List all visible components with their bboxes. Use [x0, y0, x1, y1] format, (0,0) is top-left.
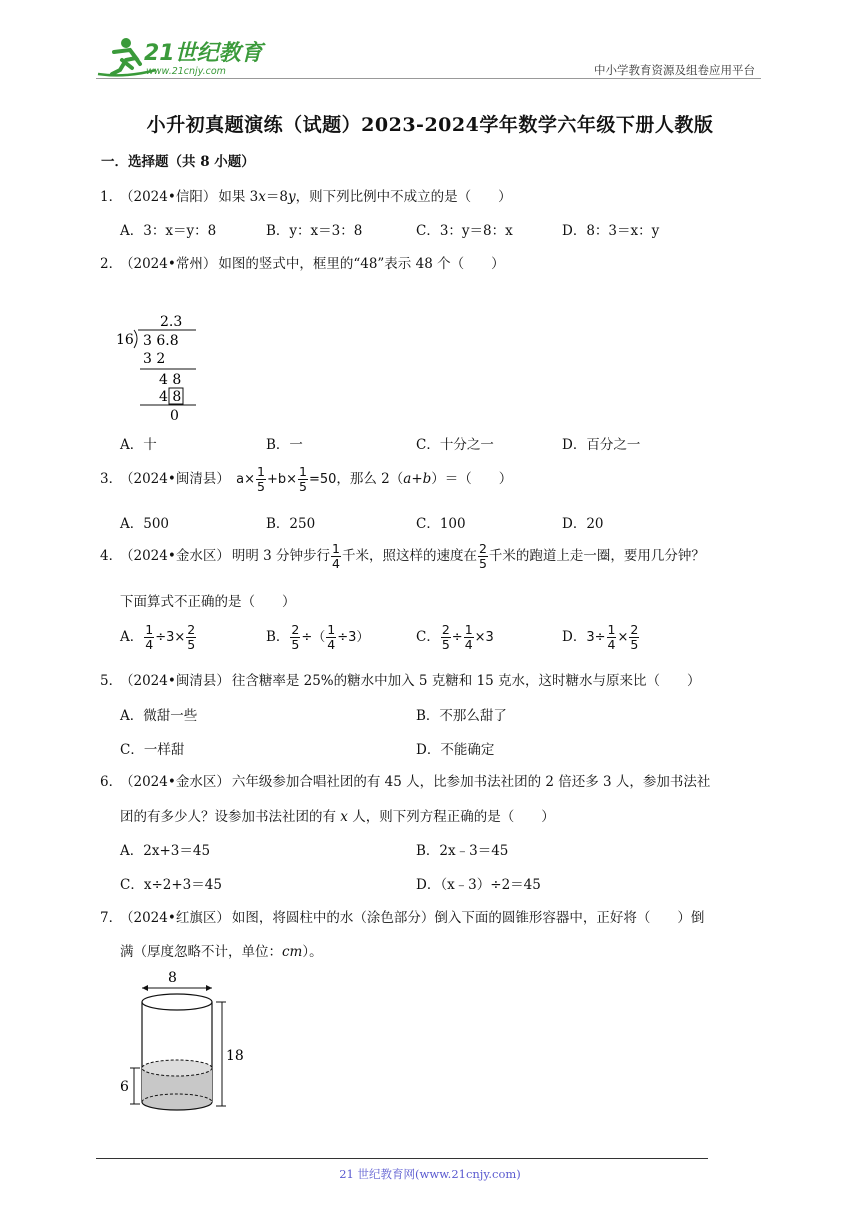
- denominator: 5: [256, 479, 265, 494]
- expr-part: a×: [236, 472, 255, 487]
- question-6-line-2: [120, 805, 555, 825]
- page-header: [96, 34, 761, 80]
- q3-option-b[interactable]: B．250: [266, 516, 316, 532]
- long-division-figure: [112, 308, 202, 426]
- q2-option-c[interactable]: C．十分之一: [416, 437, 494, 453]
- division-step-1: 3 2: [143, 351, 166, 367]
- q6-option-d[interactable]: D．（x﹣3）÷2＝45: [416, 877, 541, 893]
- division-step-3: 4 8: [159, 389, 182, 405]
- variable: x: [340, 809, 348, 825]
- q2-option-a[interactable]: A．十: [120, 437, 157, 453]
- question-number: 4．: [100, 548, 123, 564]
- question-7-line-2: [120, 940, 323, 960]
- fraction: [298, 463, 308, 494]
- question-3: [100, 462, 512, 497]
- q5-option-d[interactable]: D．不能确定: [416, 742, 495, 758]
- fraction: [331, 540, 341, 571]
- denominator: 4: [464, 637, 473, 652]
- numerator: 1: [327, 621, 336, 637]
- header-divider: [96, 78, 761, 79]
- denominator: 4: [145, 637, 154, 652]
- division-dividend: 3 6.8: [143, 333, 179, 349]
- q6-option-b[interactable]: B．2x﹣3＝45: [416, 843, 509, 859]
- cylinder-height-label: 18: [226, 1048, 244, 1064]
- question-5: [100, 669, 701, 689]
- q3-option-a[interactable]: A．500: [120, 516, 170, 532]
- cylinder-diameter-label: 8: [168, 970, 177, 986]
- division-step-2: 4 8: [159, 372, 182, 388]
- denominator: 4: [332, 556, 340, 571]
- fraction: [326, 621, 336, 652]
- variable: y: [287, 189, 296, 205]
- question-number: 7．: [100, 910, 123, 926]
- math-expression: [236, 463, 337, 494]
- question-source: （2024•信阳）: [120, 189, 217, 205]
- expr-part: ÷（: [301, 630, 326, 645]
- denominator: 5: [441, 637, 450, 652]
- q6-option-c[interactable]: C．x÷2+3＝45: [120, 877, 222, 893]
- expr-part: ×3: [474, 630, 494, 645]
- question-text: 人，则下列方程正确的是（ ）: [347, 809, 555, 825]
- variable: x: [258, 189, 266, 205]
- option-label: A．: [120, 629, 144, 645]
- page-title: 小升初真题演练（试题）2023-2024学年数学六年级下册人教版: [146, 114, 714, 136]
- question-text: 千米的跑道上走一圈，要用几分钟？: [488, 548, 705, 564]
- numerator: 2: [291, 621, 300, 637]
- question-text: 明明 3 分钟步行: [231, 548, 330, 564]
- question-source: （2024•红旗区）: [120, 910, 230, 926]
- q1-option-a[interactable]: A．3：x＝y：8: [120, 223, 217, 239]
- question-source: （2024•常州）: [120, 256, 217, 272]
- q4-option-c[interactable]: [416, 620, 494, 655]
- footer-divider: [96, 1158, 708, 1159]
- question-4: [100, 538, 705, 574]
- question-number: 1．: [100, 189, 123, 205]
- header-platform-text: 中小学教育资源及组卷应用平台: [594, 63, 755, 77]
- logo: [96, 34, 271, 80]
- question-text: ，那么 2（: [336, 471, 404, 487]
- question-text: 六年级参加合唱社团的有 45 人，比参加书法社团的 2 倍还多 3 人，参加书法社: [231, 774, 711, 790]
- question-number: 6．: [100, 774, 123, 790]
- q1-option-d[interactable]: D．8：3＝x：y: [562, 223, 660, 239]
- numerator: 1: [298, 463, 307, 479]
- q2-option-d[interactable]: D．百分之一: [562, 437, 641, 453]
- q3-option-d[interactable]: D．20: [562, 516, 604, 532]
- expr-part: ÷3）: [337, 630, 370, 645]
- question-2: [100, 252, 505, 272]
- numerator: 1: [332, 540, 340, 556]
- question-4-line-2: 下面算式不正确的是（ ）: [120, 594, 296, 610]
- q4-option-b[interactable]: [266, 620, 369, 655]
- denominator: 4: [327, 637, 336, 652]
- division-quotient: 2.3: [160, 314, 183, 330]
- question-text: 如果 3: [218, 189, 259, 205]
- expr-part: ×: [617, 630, 629, 645]
- footer-text[interactable]: 21 世纪教育网(www.21cnjy.com): [339, 1167, 521, 1181]
- question-source: （2024•闽清县）: [120, 471, 230, 487]
- cylinder-figure: [112, 966, 252, 1122]
- unit: cm: [282, 944, 303, 960]
- question-text: ，则下列比例中不成立的是（ ）: [295, 189, 512, 205]
- fraction: [186, 621, 196, 652]
- question-number: 2．: [100, 256, 123, 272]
- division-divisor: 16: [116, 332, 134, 348]
- q6-option-a[interactable]: A．2x+3＝45: [120, 843, 211, 859]
- question-number: 5．: [100, 673, 123, 689]
- q2-option-b[interactable]: B．一: [266, 437, 303, 453]
- numerator: 1: [145, 621, 154, 637]
- expr-part: =50: [308, 472, 337, 487]
- q4-option-a[interactable]: [120, 620, 197, 655]
- fraction: [441, 621, 451, 652]
- water-height-label: 6: [120, 1079, 129, 1095]
- question-7: [100, 906, 704, 926]
- q1-option-b[interactable]: B．y：x＝3：8: [266, 223, 363, 239]
- question-number: 3．: [100, 471, 123, 487]
- q4-option-d[interactable]: [562, 620, 640, 655]
- expr-part: ÷3×: [155, 630, 186, 645]
- option-label: B．: [266, 629, 290, 645]
- variable: a+b: [403, 471, 432, 487]
- fraction: [629, 621, 639, 652]
- denominator: 5: [187, 637, 196, 652]
- expr-part: 3÷: [586, 630, 606, 645]
- question-source: （2024•金水区）: [120, 774, 230, 790]
- logo-main-text: 21世纪教育: [144, 41, 263, 66]
- question-text: 团的有多少人？设参加书法社团的有: [120, 809, 341, 825]
- fraction: [290, 621, 300, 652]
- question-text: 如图的竖式中，框里的“48”表示 48 个（ ）: [218, 256, 505, 272]
- denominator: 5: [291, 637, 300, 652]
- numerator: 2: [187, 621, 196, 637]
- q5-option-b[interactable]: B．不那么甜了: [416, 708, 507, 724]
- question-source: （2024•闽清县）: [120, 673, 230, 689]
- question-text: 如图，将圆柱中的水（涂色部分）倒入下面的圆锥形容器中，正好将（ ）倒: [231, 910, 705, 926]
- question-text: ＝8: [265, 189, 288, 205]
- denominator: 4: [607, 637, 616, 652]
- logo-sub-text: www.21cnjy.com: [146, 66, 226, 77]
- expr-part: ÷: [451, 630, 463, 645]
- q5-option-a[interactable]: A．微甜一些: [120, 708, 198, 724]
- option-label: D．: [562, 629, 587, 645]
- fraction: [464, 621, 474, 652]
- q5-option-c[interactable]: C．一样甜: [120, 742, 185, 758]
- question-text: 满（厚度忽略不计，单位：: [120, 944, 282, 960]
- numerator: 1: [464, 621, 473, 637]
- fraction: [478, 540, 488, 571]
- question-text: ）。: [302, 944, 323, 960]
- expr-part: +b×: [266, 472, 297, 487]
- denominator: 5: [630, 637, 639, 652]
- numerator: 2: [630, 621, 639, 637]
- fraction: [607, 621, 617, 652]
- option-label: C．: [416, 629, 440, 645]
- q3-option-c[interactable]: C．100: [416, 516, 466, 532]
- fraction: [256, 463, 266, 494]
- numerator: 1: [607, 621, 616, 637]
- numerator: 2: [441, 621, 450, 637]
- denominator: 5: [298, 479, 307, 494]
- question-6: [100, 770, 710, 790]
- denominator: 5: [478, 556, 487, 571]
- division-remainder: 0: [170, 408, 179, 424]
- section-heading: 一．选择题（共 8 小题）: [101, 154, 255, 170]
- question-text: 往含糖率是 25%的糖水中加入 5 克糖和 15 克水，这时糖水与原来比（ ）: [231, 673, 701, 689]
- numerator: 2: [478, 540, 487, 556]
- question-1: [100, 185, 512, 205]
- numerator: 1: [256, 463, 265, 479]
- q1-option-c[interactable]: C．3：y＝8：x: [416, 223, 513, 239]
- fraction: [144, 621, 154, 652]
- question-text: 千米，照这样的速度在: [341, 548, 477, 564]
- question-text: ）＝（ ）: [431, 471, 513, 487]
- question-source: （2024•金水区）: [120, 548, 230, 564]
